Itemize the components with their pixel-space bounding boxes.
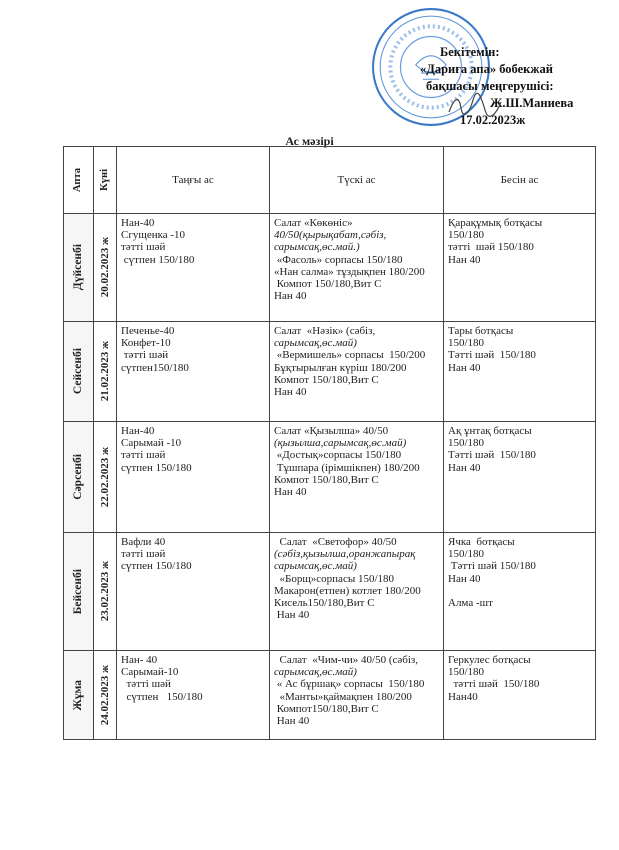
menu-line: Кисель150/180,Вит С <box>274 597 375 610</box>
weekday-label: Сейсенбі <box>72 348 85 395</box>
menu-line: 150/180 <box>448 548 485 561</box>
menu-row <box>64 422 596 533</box>
snack-cell <box>444 651 596 740</box>
menu-line: Сарымай -10 <box>121 437 182 450</box>
menu-line: «Борщ»сорпасы 150/180 <box>274 572 395 585</box>
menu-line: сарымсақ,өс.май) <box>274 560 357 573</box>
snack-cell <box>444 322 596 422</box>
breakfast-cell <box>117 322 270 422</box>
weekday-cell <box>64 422 94 533</box>
breakfast-cell <box>117 651 270 740</box>
menu-line: Тұшпара (ірімшікпен) 180/200 <box>274 461 420 474</box>
menu-line: сарымсақ,өс.май) <box>274 666 357 679</box>
menu-line: сарымсақ,өс.май) <box>274 337 357 350</box>
menu-line: Сгущенка -10 <box>121 229 186 242</box>
header-snack: Бесін ас <box>444 147 596 214</box>
menu-line: Тәтті шәй 150/180 <box>448 560 536 573</box>
header-breakfast: Таңғы ас <box>117 147 270 214</box>
menu-line: Компот 150/180,Вит С <box>274 278 382 291</box>
weekday-cell <box>64 533 94 651</box>
menu-line: «Нан салма» тұздықпен 180/200 <box>274 265 425 278</box>
menu-line: « Ас бұршақ» сорпасы 150/180 <box>274 678 425 691</box>
menu-line: Печенье-40 <box>121 325 175 337</box>
menu-line: Нан-40 <box>121 217 155 229</box>
weekday-label: Сәрсенбі <box>72 454 85 500</box>
weekday-cell <box>64 214 94 322</box>
menu-line: сүтпен 150/180 <box>121 690 203 703</box>
menu-line: (қызылша,сарымсақ,өс.май) <box>274 437 407 450</box>
menu-line: 150/180 <box>448 666 485 679</box>
date-label: 22.02.2023 ж <box>98 446 111 508</box>
menu-row <box>64 214 596 322</box>
menu-line: «Манты»қаймақпен 180/200 <box>274 690 412 703</box>
date-cell <box>94 322 117 422</box>
breakfast-cell <box>117 533 270 651</box>
menu-line: (сәбіз,қызылша,оранжапырақ <box>274 548 416 561</box>
header-lunch: Түскі ас <box>270 147 444 214</box>
menu-line: Нан-40 <box>121 425 155 437</box>
lunch-cell <box>270 533 444 651</box>
menu-line: тәтті шәй <box>121 548 166 561</box>
weekday-cell <box>64 651 94 740</box>
menu-line: сүтпен 150/180 <box>121 461 192 474</box>
header-week: Апта <box>64 147 94 214</box>
menu-line: Тәтті шәй 150/180 <box>448 449 536 462</box>
approval-title: Бекітемін: <box>440 45 500 59</box>
menu-line: тәтті шәй <box>121 678 171 691</box>
menu-line: Салат «Чим-чи» 40/50 (сәбіз, <box>274 654 419 666</box>
menu-row <box>64 651 596 740</box>
menu-line: тәтті шәй <box>121 449 166 462</box>
menu-line: Нан 40 <box>448 361 481 374</box>
menu-line: «Фасоль» сорпасы 150/180 <box>274 253 403 266</box>
date-label: 24.02.2023 ж <box>98 664 111 726</box>
menu-row <box>64 322 596 422</box>
weekday-label: Жұма <box>72 679 85 711</box>
menu-line: 40/50(қырықабат,сәбіз, <box>274 229 387 242</box>
menu-line: Нан 40 <box>274 486 307 499</box>
lunch-cell <box>270 322 444 422</box>
menu-line: тәтті шәй 150/180 <box>448 678 540 691</box>
menu-line: «Вермишель» сорпасы 150/200 <box>274 349 426 362</box>
approval-position: бақшасы меңгерушісі: <box>426 79 554 93</box>
breakfast-cell <box>117 422 270 533</box>
menu-line: Макарон(етпен) котлет 180/200 <box>274 584 421 597</box>
menu-line: тәтті шәй <box>121 241 166 254</box>
snack-cell <box>444 533 596 651</box>
menu-line: 150/180 <box>448 337 485 350</box>
header-day: Күні <box>94 147 117 214</box>
menu-line: сүтпен 150/180 <box>121 253 195 266</box>
menu-line: Сарымай-10 <box>121 666 179 679</box>
date-label: 21.02.2023 ж <box>98 341 111 402</box>
breakfast-cell <box>117 214 270 322</box>
menu-line: сүтпен150/180 <box>121 361 189 374</box>
menu-line: Вафли 40 <box>121 536 166 548</box>
menu-line: Нан- 40 <box>121 654 158 666</box>
menu-line: Салат «Көкөніс» <box>274 217 353 229</box>
lunch-cell <box>270 651 444 740</box>
date-cell <box>94 214 117 322</box>
menu-line: Бұқтырылған күріш 180/200 <box>274 361 407 374</box>
date-cell <box>94 533 117 651</box>
header-row <box>64 147 596 214</box>
menu-line: тәтті шәй 150/180 <box>448 241 534 254</box>
menu-line: Тәтті шәй 150/180 <box>448 349 536 362</box>
menu-line: Ақ ұнтақ ботқасы <box>448 425 532 437</box>
menu-line: Компот150/180,Вит С <box>274 702 379 715</box>
menu-line: Нан 40 <box>274 715 310 728</box>
menu-line: Салат «Светофор» 40/50 <box>274 536 397 548</box>
menu-line: Алма -шт <box>448 597 493 610</box>
menu-line: Нан 40 <box>274 386 307 399</box>
menu-line: Тары ботқасы <box>448 325 514 337</box>
menu-line: Нан 40 <box>274 609 310 622</box>
menu-table <box>63 146 596 740</box>
lunch-cell <box>270 214 444 322</box>
lunch-cell <box>270 422 444 533</box>
approval-signer: Ж.Ш.Маниева <box>490 96 574 110</box>
date-cell <box>94 422 117 533</box>
menu-title: Ас мәзірі <box>285 134 334 148</box>
menu-line: «Достық»сорпасы 150/180 <box>274 449 402 462</box>
date-label: 23.02.2023 ж <box>98 561 111 622</box>
menu-line: сарымсақ,өс.май.) <box>274 241 360 254</box>
date-label: 20.02.2023 ж <box>98 237 111 298</box>
menu-line: 150/180 <box>448 437 485 450</box>
menu-line: Нан 40 <box>448 572 481 585</box>
menu-line: сүтпен 150/180 <box>121 560 192 573</box>
approval-org: «Дариға апа» бобекжай <box>420 62 553 76</box>
menu-line: Салат «Нәзік» (сәбіз, <box>274 325 376 337</box>
menu-line: Ячка ботқасы <box>448 536 515 548</box>
menu-line: Конфет-10 <box>121 337 171 350</box>
signature-scribble <box>445 92 505 118</box>
snack-cell <box>444 214 596 322</box>
menu-line: Нан 40 <box>448 461 481 474</box>
menu-line: Нан 40 <box>448 253 481 266</box>
menu-line: Салат «Қызылша» 40/50 <box>274 425 389 437</box>
menu-line: Нан 40 <box>274 290 307 303</box>
menu-line <box>448 585 591 597</box>
snack-cell <box>444 422 596 533</box>
menu-line: Компот 150/180,Вит С <box>274 473 379 486</box>
approval-date: 17.02.2023ж <box>460 113 526 127</box>
weekday-cell <box>64 322 94 422</box>
menu-line: Қарақұмық ботқасы <box>448 217 543 229</box>
date-cell <box>94 651 117 740</box>
menu-row <box>64 533 596 651</box>
menu-line: Нан40 <box>448 690 478 703</box>
menu-line: Геркулес ботқасы <box>448 654 531 666</box>
menu-line: Компот 150/180,Вит С <box>274 373 379 386</box>
weekday-label: Дүйсенбі <box>72 244 85 291</box>
menu-line: 150/180 <box>448 229 485 242</box>
menu-line: тәтті шәй <box>121 349 169 362</box>
weekday-label: Бейсенбі <box>72 568 85 615</box>
